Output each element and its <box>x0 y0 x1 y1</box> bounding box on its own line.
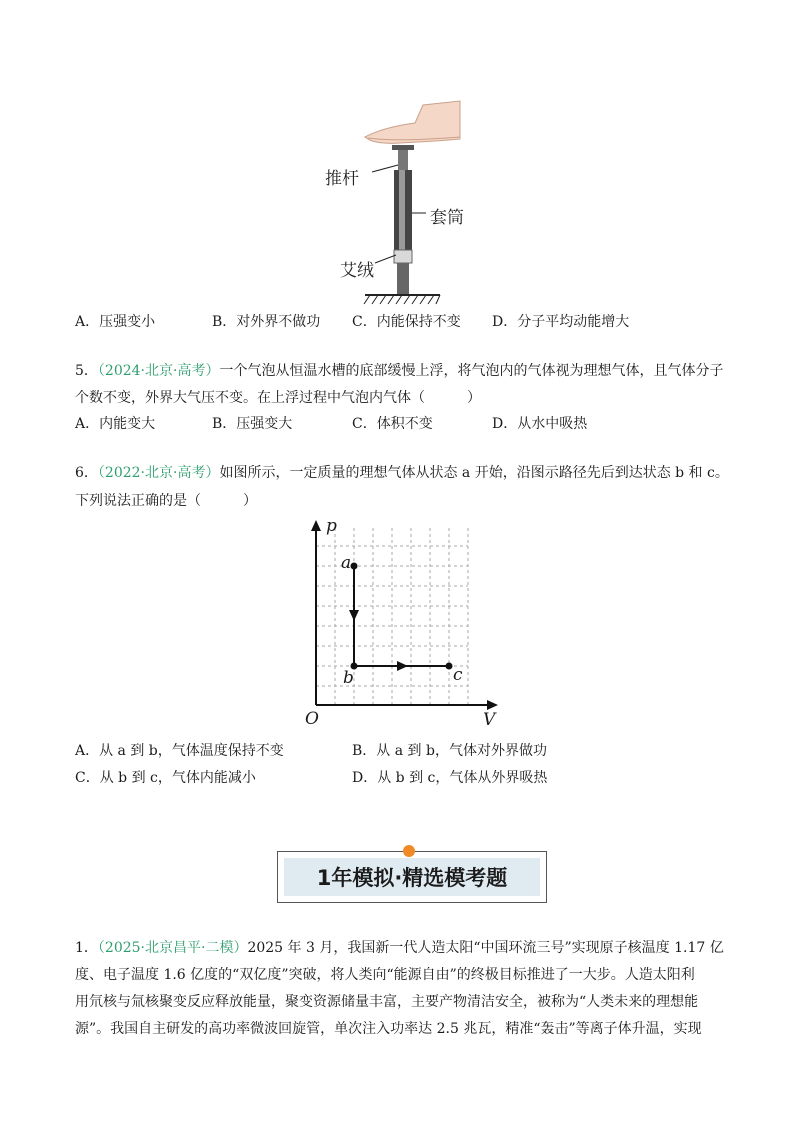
pv-graph-svg <box>298 518 503 730</box>
label-sleeve: 套筒 <box>430 208 464 228</box>
q6-line1 <box>75 463 729 483</box>
q5-number: 5． <box>75 363 98 379</box>
q5-option-c: C．体积不变 <box>352 416 433 432</box>
pv-graph <box>298 518 503 730</box>
q6-option-a: A．从 a 到 b，气体温度保持不变 <box>75 743 284 759</box>
q1-line2: 度、电子温度 1.6 亿度的“双亿度”突破，将人类向“能源自由”的终极目标推进了一大步。人造太阳利 <box>75 967 695 983</box>
q5-line2: 个数不变，外界大气压不变。在上浮过程中气泡内气体（ ） <box>75 390 481 406</box>
q1-line3: 用氘核与氚核聚变反应释放能量，聚变资源储量丰富，主要产物清洁安全，被称为“人类未来的理想能 <box>75 994 699 1010</box>
q4-option-a: A．压强变小 <box>75 314 156 330</box>
q1-number: 1． <box>75 940 98 956</box>
q6-option-d: D．从 b 到 c，气体从外界吸热 <box>352 770 548 786</box>
q1-source: （2025·北京昌平·二模） <box>97 940 248 956</box>
label-push-rod: 推杆 <box>325 169 359 189</box>
banner-accent-dot <box>403 845 415 857</box>
q6-source: （2022·北京·高考） <box>97 465 220 481</box>
pv-axis-p: p <box>326 516 337 536</box>
q4-option-c: C．内能保持不变 <box>352 314 461 330</box>
q6-number: 6． <box>75 465 98 481</box>
q5-option-d: D．从水中吸热 <box>492 416 588 432</box>
q5-source: （2024·北京·高考） <box>97 363 220 379</box>
q4-option-d: D．分子平均动能增大 <box>492 314 630 330</box>
q5-option-b: B．压强变大 <box>212 416 293 432</box>
pv-point-c: c <box>453 665 463 685</box>
section-banner <box>277 851 547 903</box>
q6-option-c: C．从 b 到 c，气体内能减小 <box>75 770 256 786</box>
q4-option-b: B．对外界不做功 <box>212 314 321 330</box>
pv-origin: O <box>305 709 319 729</box>
label-moxa: 艾绒 <box>340 261 374 281</box>
pv-axis-v: V <box>483 710 496 730</box>
q1-line4: 源”。我国自主研发的高功率微波回旋管，单次注入功率达 2.5 兆瓦，精准“轰击”等离子体升温，实现 <box>75 1021 702 1037</box>
q6-line2: 下列说法正确的是（ ） <box>75 493 257 509</box>
pv-point-b: b <box>343 668 354 688</box>
q6-text1: 如图所示，一定质量的理想气体从状态 a 开始，沿图示路径先后到达状态 b 和 c。 <box>219 465 729 481</box>
section-banner-title: 1年模拟·精选模考题 <box>284 858 540 896</box>
pv-point-a: a <box>341 553 352 573</box>
q1-text1: 2025 年 3 月，我国新一代人造太阳“中国环流三号”实现原子核温度 1.17 亿 <box>247 940 724 956</box>
q5-line1 <box>75 361 723 381</box>
q1-line1 <box>75 938 724 958</box>
q5-option-a: A．内能变大 <box>75 416 156 432</box>
q6-option-b: B．从 a 到 b，气体对外界做功 <box>352 743 547 759</box>
q5-text1: 一个气泡从恒温水槽的底部缓慢上浮，将气泡内的气体视为理想气体，且气体分子 <box>219 363 724 379</box>
